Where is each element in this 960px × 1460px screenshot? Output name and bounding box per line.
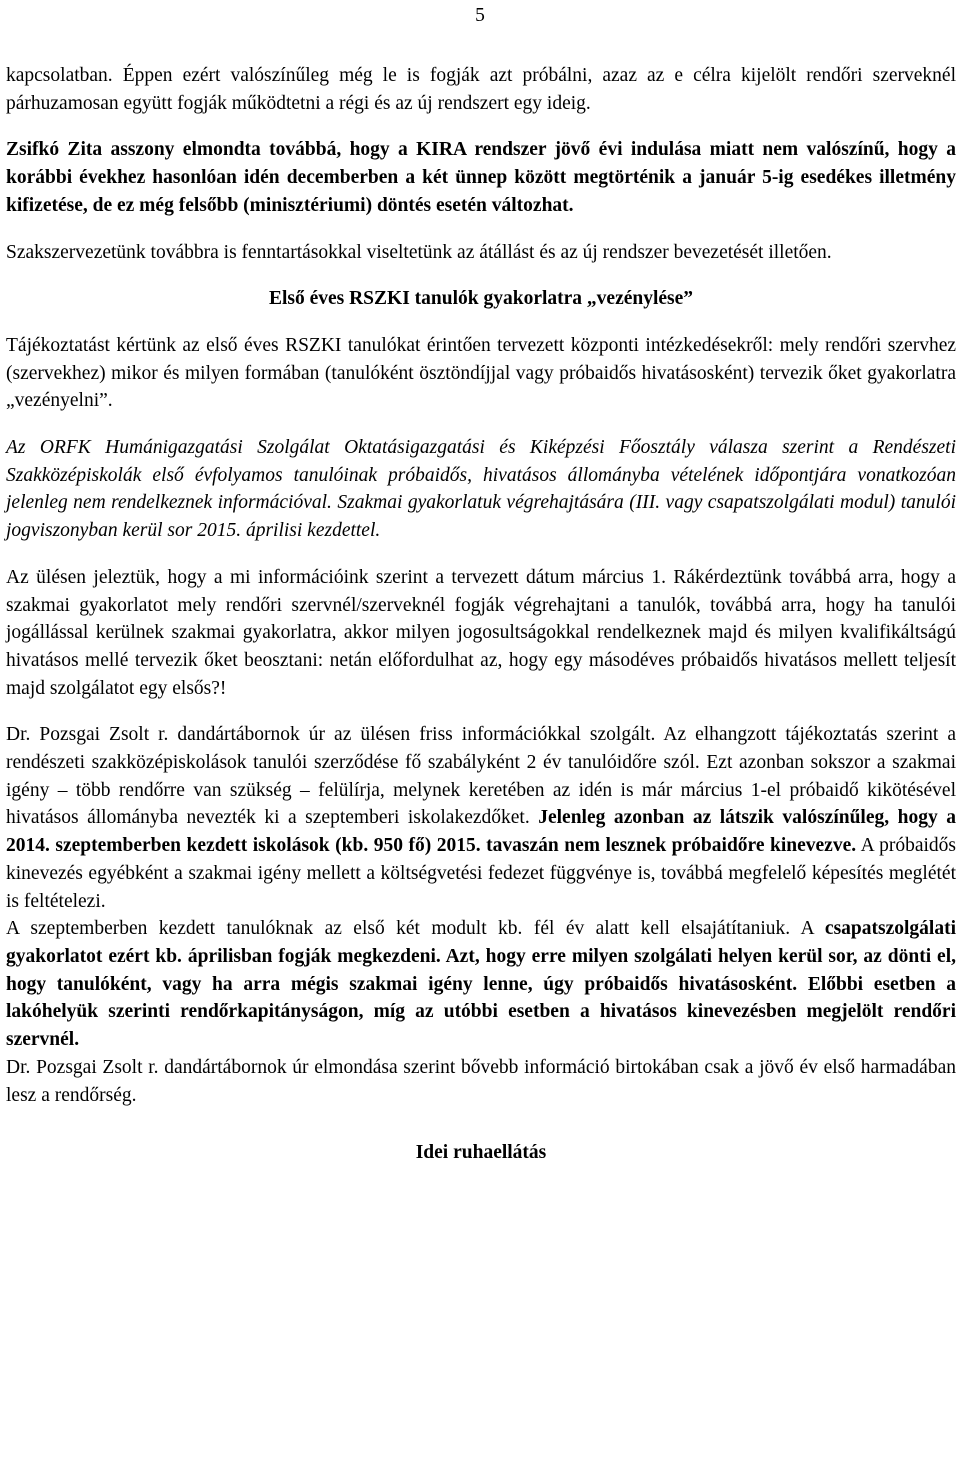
paragraph-orfk-valasz: Az ORFK Humánigazgatási Szolgálat Oktatásigazgatási és Kiképzési Főosztály válasza szerint a Rendészeti Szakközépiskolák első évfolyamos tanulóinak próbaidős, hivatásos állományba vételének időpontjára vonatkozóan jelenleg nem rendelkeznek információval. Szakmai gyakorlatuk végrehajtására (III. vagy csapatszolgálati modul) tanulói jogviszonyban kerül sor 2015. áprilisi kezdettel. bbox=[6, 437, 956, 542]
text-run-bold: Jelenleg azonban az látszik valószínűleg, hogy a 2014. szeptemberben kezdett iskolások (kb. 950 fő) 2015. tavaszán nem lesznek próbaidőre kinevezve. bbox=[6, 807, 956, 857]
text-run-plain: Dr. Pozsgai Zsolt r. dandártábornok úr az ülésen friss információkkal szolgált. Az elhangzott tájékoztatás szerint a rendészeti szakközépiskolások tanulói szerződése fő szabályként 2 év tanulóidőre szól. Ezt azonban sokszor a szakmai igény – több rendőrre van szükség – felülírja, melynek keretében az idén is már március 1-el próbaidő kikötésével hivatásos állományba nevezték ki a szeptemberi iskolakezdőket. bbox=[6, 724, 956, 829]
paragraph-tajekoztatas-keres: Tájékoztatást kértünk az első éves RSZKI tanulókat érintően tervezett központi intézkedésekről: mely rendőri szervhez (szervekhez) mikor és milyen formában (tanulóként ösztöndíjjal vagy próbaidős hivatásosként) tervezik őket gyakorlatra „vezényelni”. bbox=[6, 334, 956, 412]
paragraph-ulesen-jeleztuk: Az ülésen jeleztük, hogy a mi információink szerint a tervezett dátum március 1. Rákérdeztünk továbbá arra, hogy a szakmai gyakorlatot mely rendőri szervnél/szerveknél fogják végrehajtani a tanulók, továbbá arra, hogy ha tanulói jogállással kerülnek szakmai gyakorlatra, akkor milyen jogosultságokkal rendelkeznek majd és milyen kvalifikáltságú hivatásos mellé tervezik őket beosztani: netán előfordulhat az, hogy egy másodéves próbaidős hivatásos mellett teljesít majd szolgálatot egy elsős?! bbox=[6, 566, 956, 699]
text-run-plain: A próbaidős kinevezés egyébként a szakmai igény mellett a költségvetési fedezet függvénye is, továbbá megfelelő képesítés meglétét is feltételezi. bbox=[6, 835, 956, 912]
paragraph-rendszer-atallas: kapcsolatban. Éppen ezért valószínűleg még le is fogják azt próbálni, azaz az e célra kijelölt rendőri szerveknél párhuzamosan együtt fogják működtetni a régi és az új rendszert egy ideig. bbox=[6, 65, 956, 114]
text-run-plain: A szeptemberben kezdett tanulóknak az első két modult kb. fél év alatt kell elsajátítaniuk. A bbox=[6, 918, 825, 940]
paragraph-szakszervezet-fenntartas: Szakszervezetünk továbbra is fenntartásokkal viseltetünk az átállást és az új rendszer bevezetését illetően. bbox=[6, 241, 832, 263]
text-run-bold: csapatszolgálati gyakorlatot ezért kb. áprilisban fogják megkezdeni. Azt, hogy erre milyen szolgálati helyen kerül sor, az dönti el, hogy tanulóként, vagy ha arra mégis szakmai igény lenne, úgy próbaidős hivatásosként. Előbbi esetben a lakóhelyük szerinti rendőrkapitányságon, míg az utóbbi esetben a hivatásos kinevezésben megjelölt rendőri szervnél. bbox=[6, 918, 956, 1051]
paragraph-pozsgai-elmondas: Dr. Pozsgai Zsolt r. dandártábornok úr elmondása szerint bővebb információ birtokában csak a jövő év első harmadában lesz a rendőrség. bbox=[6, 1056, 956, 1106]
section-heading-rszki: Első éves RSZKI tanulók gyakorlatra „vezénylése” bbox=[268, 288, 694, 310]
paragraph-csapatszolgalat bbox=[6, 915, 956, 1054]
document-body bbox=[6, 62, 956, 1167]
section-heading-ruhaellatas: Idei ruhaellátás bbox=[415, 1142, 547, 1164]
paragraph-kira-kifizetes: Zsifkó Zita asszony elmondta továbbá, hogy a KIRA rendszer jövő évi indulása miatt nem valószínű, hogy a korábbi évekhez hasonlóan idén decemberben a két ünnep között megtörténik a január 5-ig esedékes illetmény kifizetése, de ez még felsőbb (minisztériumi) döntés esetén változhat. bbox=[6, 139, 956, 216]
paragraph-pozsgai-informacio bbox=[6, 721, 956, 915]
page-number: 5 bbox=[475, 5, 485, 26]
